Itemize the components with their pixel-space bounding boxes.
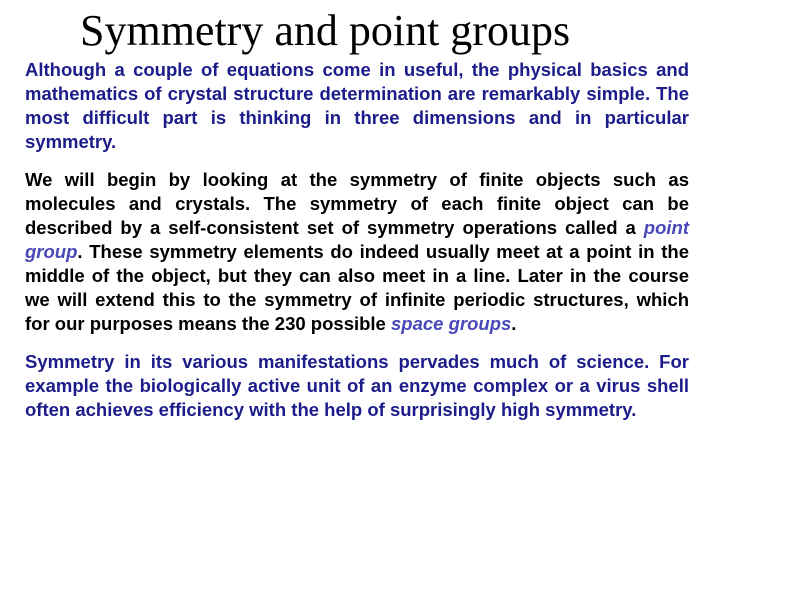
paragraph-symmetry-in-science: Symmetry in its various manifestations pervades much of science. For example the biologically active unit of an enzyme complex or a virus shell often achieves efficiency with the help of surprisingly high symmetry.	[25, 351, 689, 420]
slide-title: Symmetry and point groups	[80, 6, 571, 55]
slide-body	[25, 58, 689, 422]
term-space-groups: space groups	[391, 313, 512, 334]
paragraph-point-groups	[25, 168, 689, 336]
paragraph-text: .	[511, 313, 517, 334]
paragraph-text: We will begin by looking at the symmetry of finite objects such as molecules and crystals. The symmetry of each finite object can be described by a self-consistent set of symmetry operations called a	[25, 169, 689, 238]
term-point-group: point group	[25, 217, 689, 262]
paragraph-intro: Although a couple of equations come in useful, the physical basics and mathematics of crystal structure determination are remarkably simple. The most difficult part is thinking in three dimensions and in particular symmetry.	[25, 59, 689, 152]
paragraph-text: . These symmetry elements do indeed usually meet at a point in the middle of the object, but they can also meet in a line. Later in the course we will extend this to the symmetry of infinite periodic structures, which for our purposes means the 230 possible	[25, 241, 689, 334]
